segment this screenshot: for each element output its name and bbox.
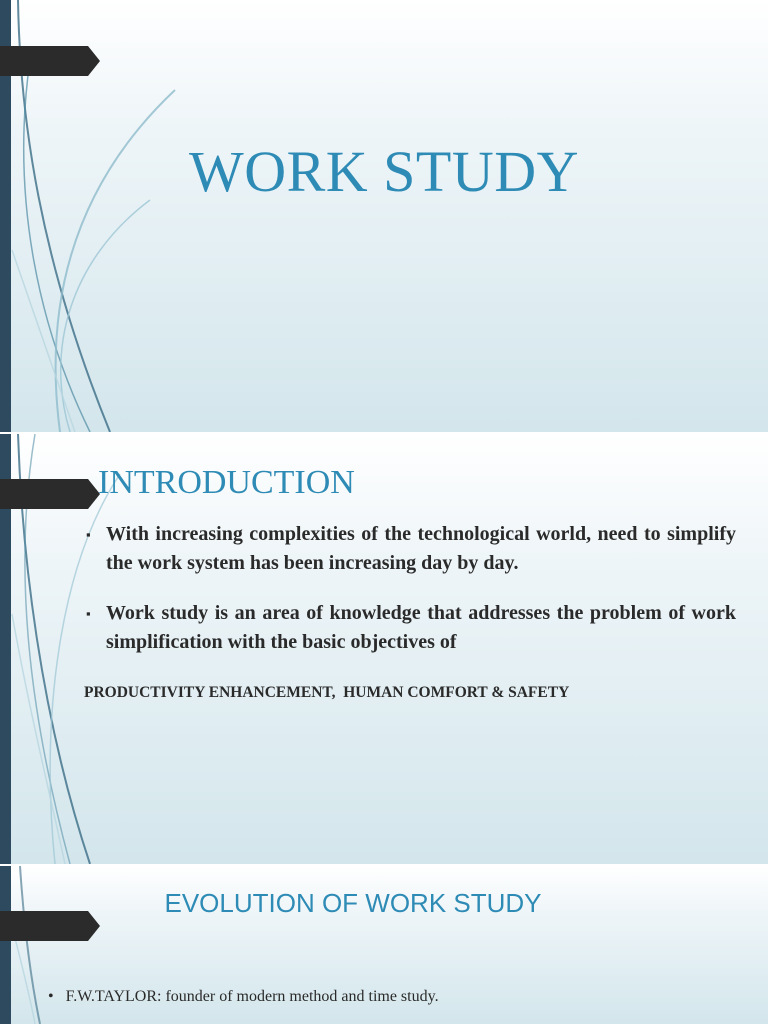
- objectives-text: PRODUCTIVITY ENHANCEMENT, HUMAN COMFORT & SAFETY: [84, 684, 570, 701]
- square-bullet-icon: ▪: [86, 527, 91, 542]
- slide-heading: INTRODUCTION: [98, 464, 355, 501]
- tab-arrow-icon: [0, 46, 100, 76]
- list-item: [86, 599, 736, 657]
- square-bullet-icon: ▪: [86, 606, 91, 621]
- bullet-text: F.W.TAYLOR: founder of modern method and time study.: [65, 988, 439, 1005]
- slide-heading: EVOLUTION OF WORK STUDY: [164, 888, 542, 918]
- list-item: [48, 988, 439, 1006]
- list-item: [86, 520, 736, 578]
- bullet-text: With increasing complexities of the technological world, need to simplify the work system has been increasing day by day.: [106, 523, 736, 574]
- bullet-text: Work study is an area of knowledge that addresses the problem of work simplification with the basic objectives of: [106, 602, 736, 653]
- slide-2: [0, 434, 768, 864]
- slide-title: WORK STUDY: [188, 139, 580, 204]
- tab-arrow-icon: [0, 479, 100, 509]
- bullet-dot-icon: •: [48, 988, 54, 1005]
- slide-1: [0, 0, 768, 432]
- slide-3: [0, 866, 768, 1024]
